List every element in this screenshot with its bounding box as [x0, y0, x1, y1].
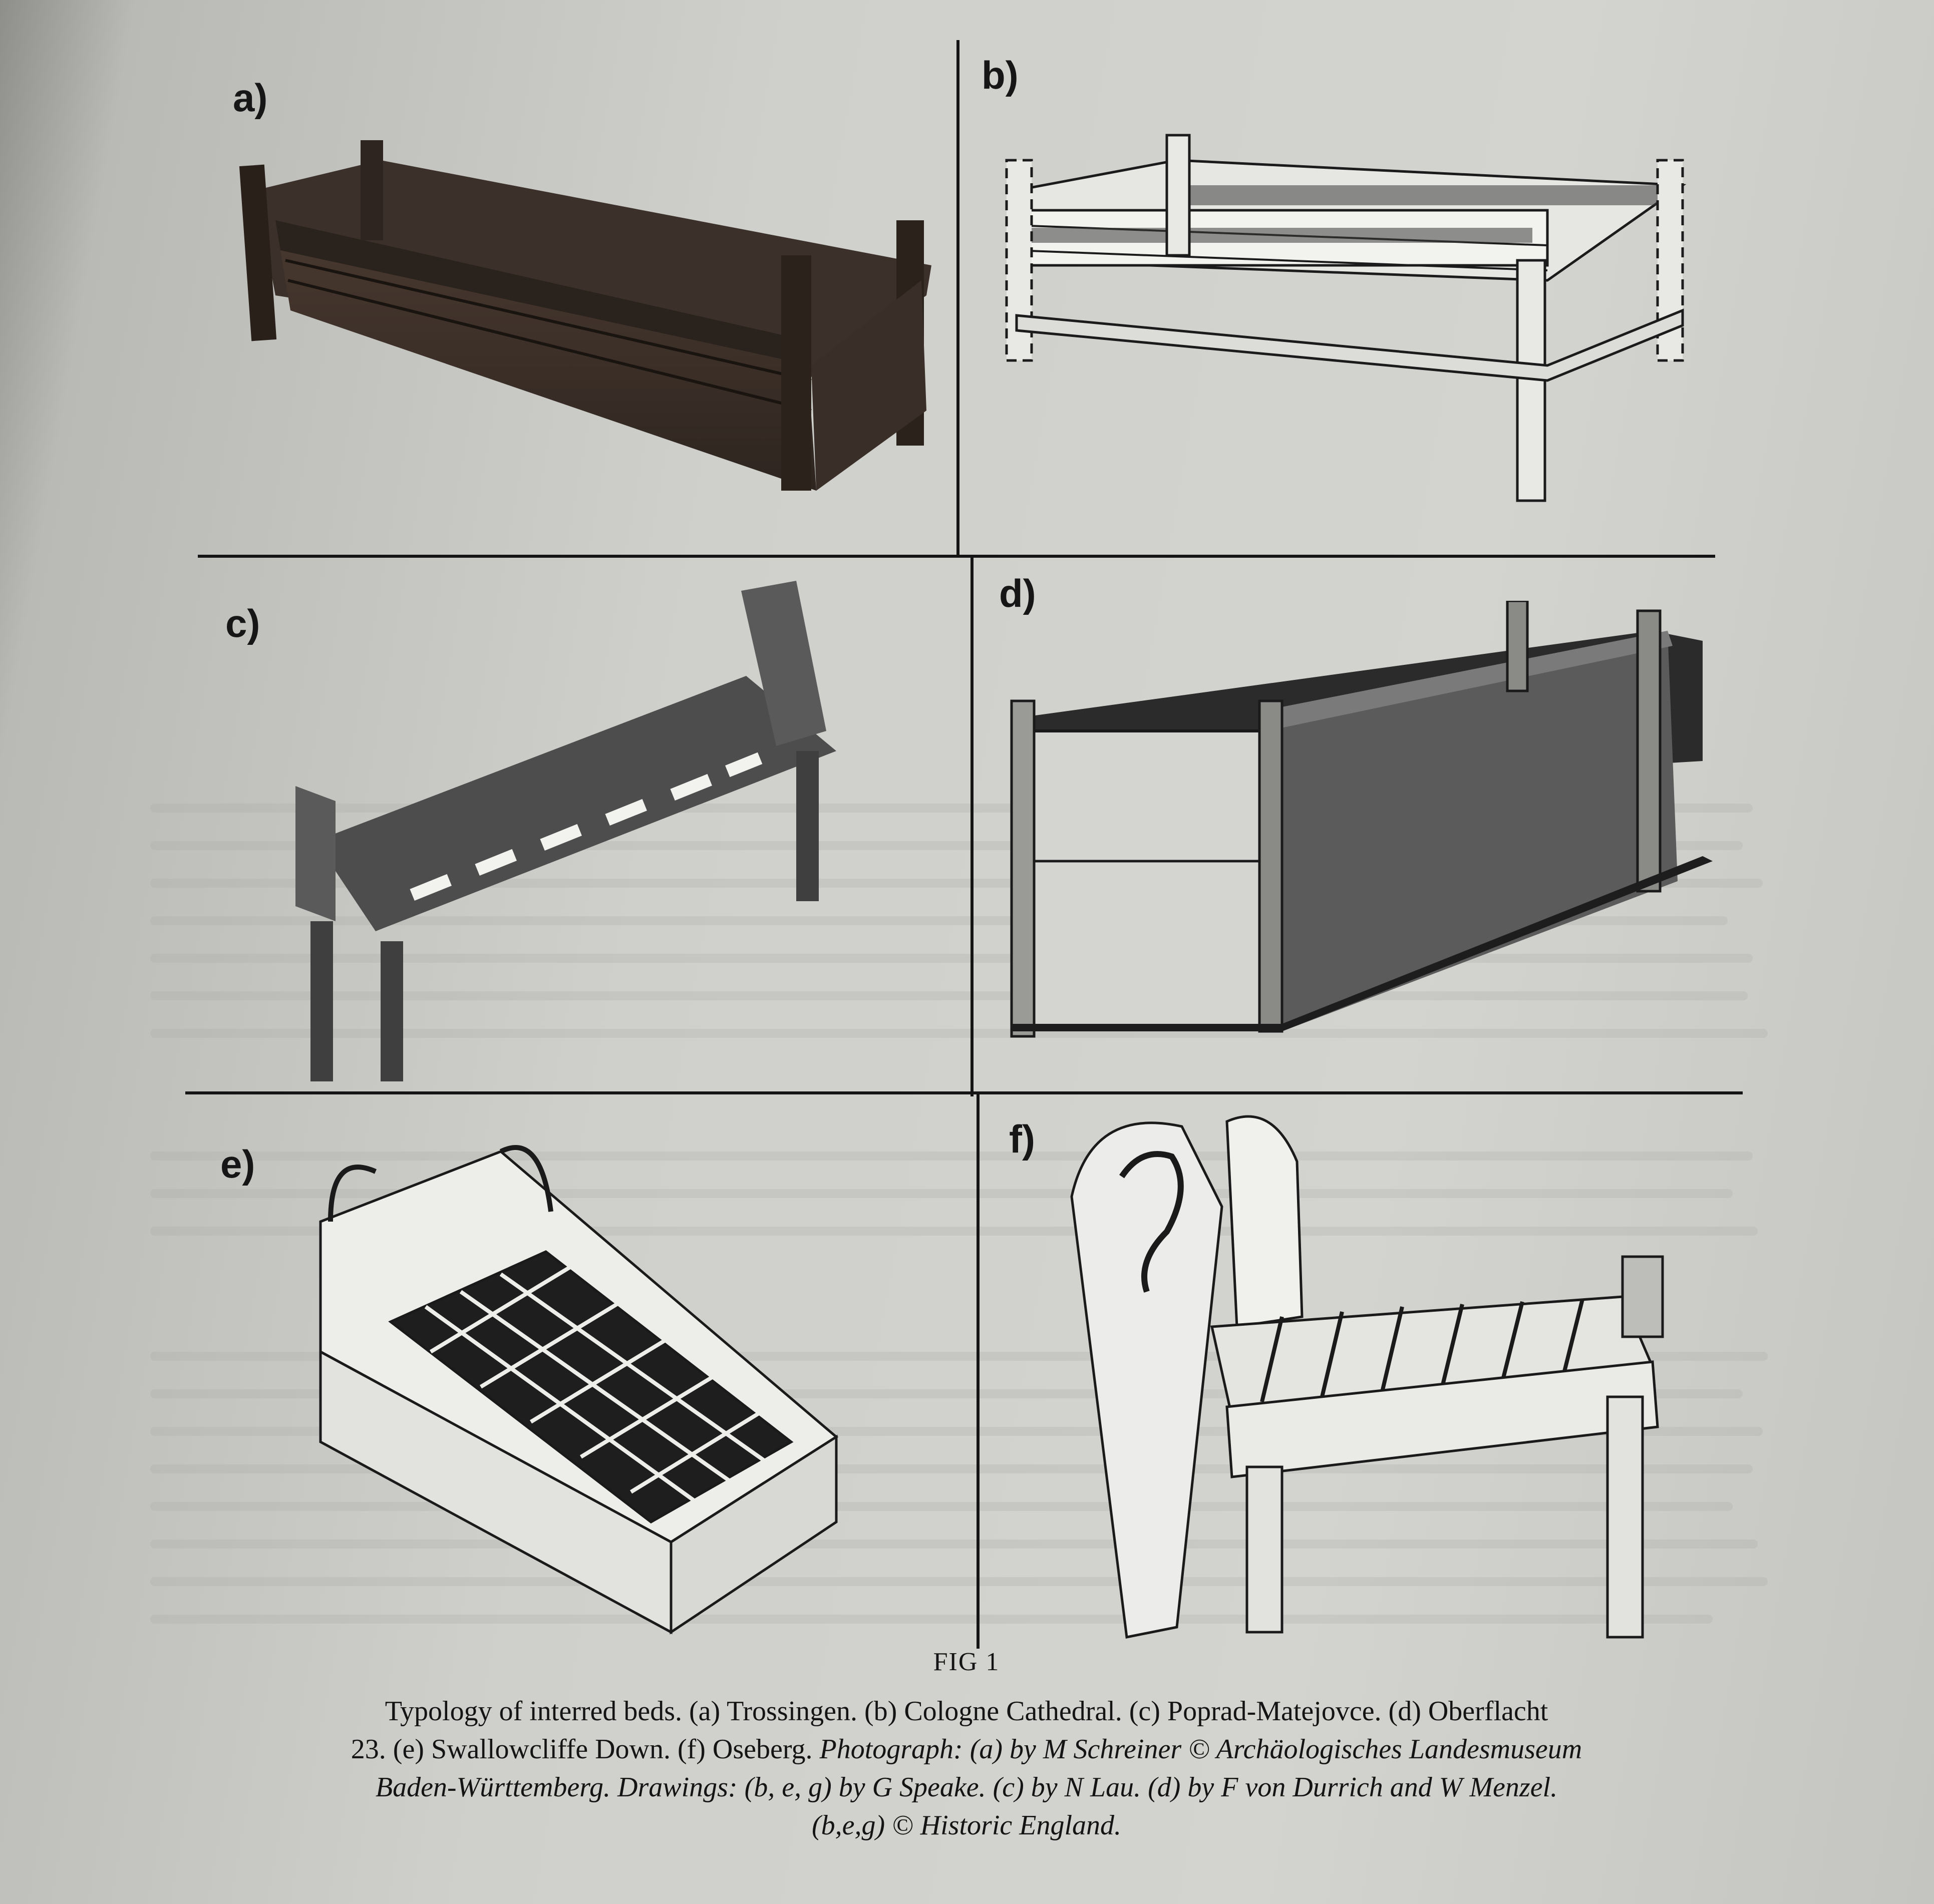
figure-caption [150, 1692, 1783, 1844]
panel-label-b: b) [982, 53, 1019, 97]
horizontal-divider-1 [198, 555, 1715, 558]
bed-drawing-oberflacht [1002, 601, 1718, 1061]
vertical-divider-bottom [977, 1093, 980, 1649]
caption-line-4: (b,e,g) © Historic England. [811, 1810, 1122, 1841]
figure-number: FIG 1 [933, 1648, 1000, 1676]
caption-line-2-italic: Photograph: (a) by M Schreiner © Archäologisches Landesmuseum [819, 1734, 1582, 1765]
panel-label-e: e) [220, 1142, 255, 1186]
bed-drawing-poprad [295, 571, 876, 1086]
bed-drawing-oseberg [1062, 1106, 1713, 1652]
vertical-divider-middle [971, 556, 974, 1096]
panel-label-c: c) [225, 601, 260, 645]
caption-line-3: Baden-Württemberg. Drawings: (b, e, g) by G Speake. (c) by N Lau. (d) by F von Durrich and W Menzel. [375, 1772, 1558, 1803]
caption-line-2 [150, 1730, 1783, 1768]
panel-label-a: a) [233, 76, 268, 120]
panel-label-f: f) [1009, 1117, 1035, 1161]
bed-photo-trossingen [215, 130, 941, 491]
horizontal-divider-2 [185, 1091, 1743, 1094]
panel-label-d: d) [999, 571, 1036, 615]
bed-drawing-swallowcliffe [310, 1141, 861, 1642]
caption-line-2-roman: 23. (e) Swallowcliffe Down. (f) Oseberg. [351, 1734, 820, 1765]
caption-line-1: Typology of interred beds. (a) Trossingen. (b) Cologne Cathedral. (c) Poprad-Matejovce. (d) Oberflacht [385, 1696, 1548, 1727]
vertical-divider-top [956, 40, 959, 556]
bed-drawing-cologne [997, 130, 1708, 511]
